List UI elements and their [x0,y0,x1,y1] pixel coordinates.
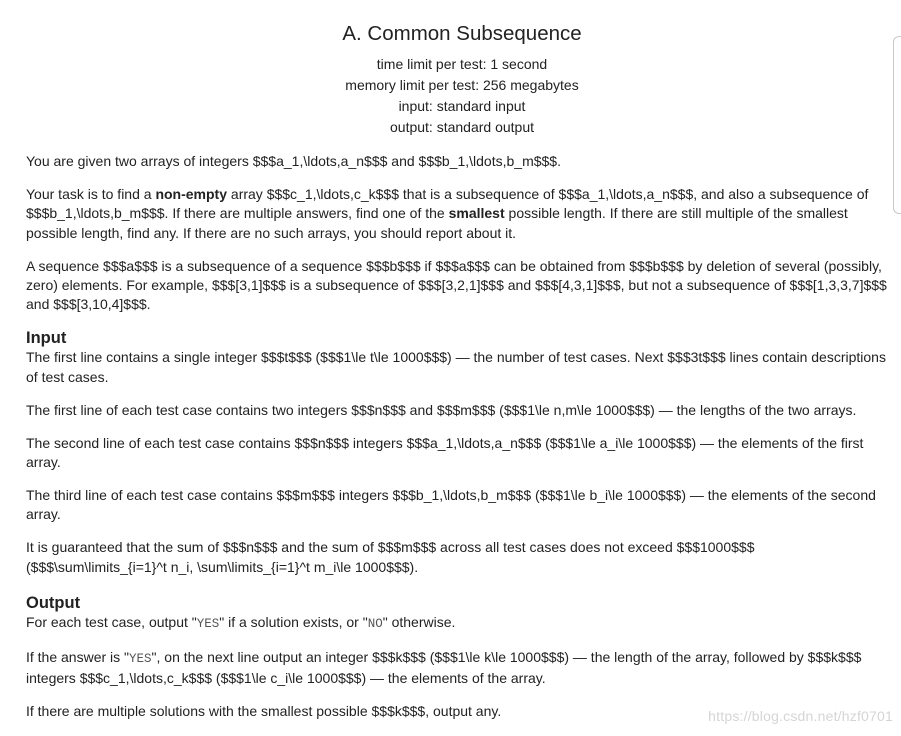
output-p1-text-a: For each test case, output " [26,614,197,630]
input-paragraph-2: The first line of each test case contains two integers $$$n$$$ and $$$m$$$ ($$$1\le n,m\le 1000$$$) — the lengths of the two arrays. [26,401,857,418]
output-paragraph-1 [26,613,892,634]
legend-paragraph-1: You are given two arrays of integers $$$a_1,\ldots,a_n$$$ and $$$b_1,\ldots,b_m$$$. [26,153,561,169]
output-p1-yes: YES [196,617,220,631]
legend-p2-text-a: Your task is to find a [26,185,156,202]
output-p2-text-a: If the answer is " [26,648,130,665]
problem-header [32,20,892,138]
input-section-title: Input [26,329,67,348]
output-p2-yes: YES [129,651,152,666]
sidebar-panel-edge [893,36,901,214]
problem-statement [26,20,892,735]
legend-p2-bold-smallest: smallest [448,205,505,222]
legend-paragraph-3: A sequence $$$a$$$ is a subsequence of a sequence $$$b$$$ if $$$a$$$ can be obtained from $$$b$$$ by deletion of several (possibly, zero) elements. For example, $$$[3,1]$$$ is a subsequence of $$$[3,2,1]$$$ and $$$[4,3,1]$$$, but not a subsequence of $$$[1,3,3,7]$$$ and $$$[3,10,4]$$$. [26,257,887,313]
input-file: input: standard input [398,98,526,114]
input-paragraph-4: The third line of each test case contains $$$m$$$ integers $$$b_1,\ldots,b_m$$$ ($$$1\le b_i\le 1000$$$) — the elements of the second array. [26,486,876,523]
memory-limit: memory limit per test: 256 megabytes [345,77,579,93]
input-paragraph-5: It is guaranteed that the sum of $$$n$$$ and the sum of $$$m$$$ across all test cases does not exceed $$$1000$$$ ($$$\sum\limits_{i=1}^t n_i, \sum\limits_{i=1}^t m_i\le 1000$$$). [26,539,755,575]
output-p1-text-c: " otherwise. [382,614,456,630]
output-p1-no: NO [367,617,383,631]
output-paragraph-3: If there are multiple solutions with the smallest possible $$$k$$$, output any. [26,703,502,720]
input-paragraph-3: The second line of each test case contains $$$n$$$ integers $$$a_1,\ldots,a_n$$$ ($$$1\le a_i\le 1000$$$) — the elements of the first array. [26,434,864,470]
output-p1-text-b: " if a solution exists, or " [219,614,368,630]
time-limit: time limit per test: 1 second [376,56,548,72]
legend-p2-text-e: possible length. If there are still multiple of the smallest possible length, find any. If there are no such arrays, you should report about it. [26,205,848,241]
output-file: output: standard output [390,119,534,135]
watermark: https://blog.csdn.net/hzf0701 [708,708,893,724]
legend-paragraph-2 [26,185,892,243]
legend-p2-text-c: array $$$c_1,\ldots,c_k$$$ that is a subsequence of $$$a_1,\ldots,a_n$$$, and also a subsequence of $$$b_1,\ldots,b_m$$$. If there are multiple answers, find one of the [26,185,869,222]
problem-body [26,152,892,722]
problem-title: A. Common Subsequence [342,22,582,45]
output-paragraph-2 [26,648,892,689]
input-paragraph-1: The first line contains a single integer $$$t$$$ ($$$1\le t\le 1000$$$) — the number of test cases. Next $$$3t$$$ lines contain descriptions of test cases. [26,349,886,385]
output-section-title: Output [26,594,81,612]
legend-p2-bold-nonempty: non-empty [155,185,228,202]
output-p2-text-b: ", on the next line output an integer $$$k$$$ ($$$1\le k\le 1000$$$) — the length of the array, followed by $$$k$$$ integers $$$c_1,\ldots,c_k$$$ ($$$1\le c_i\le 1000$$$) — the elements of the array. [26,648,862,687]
